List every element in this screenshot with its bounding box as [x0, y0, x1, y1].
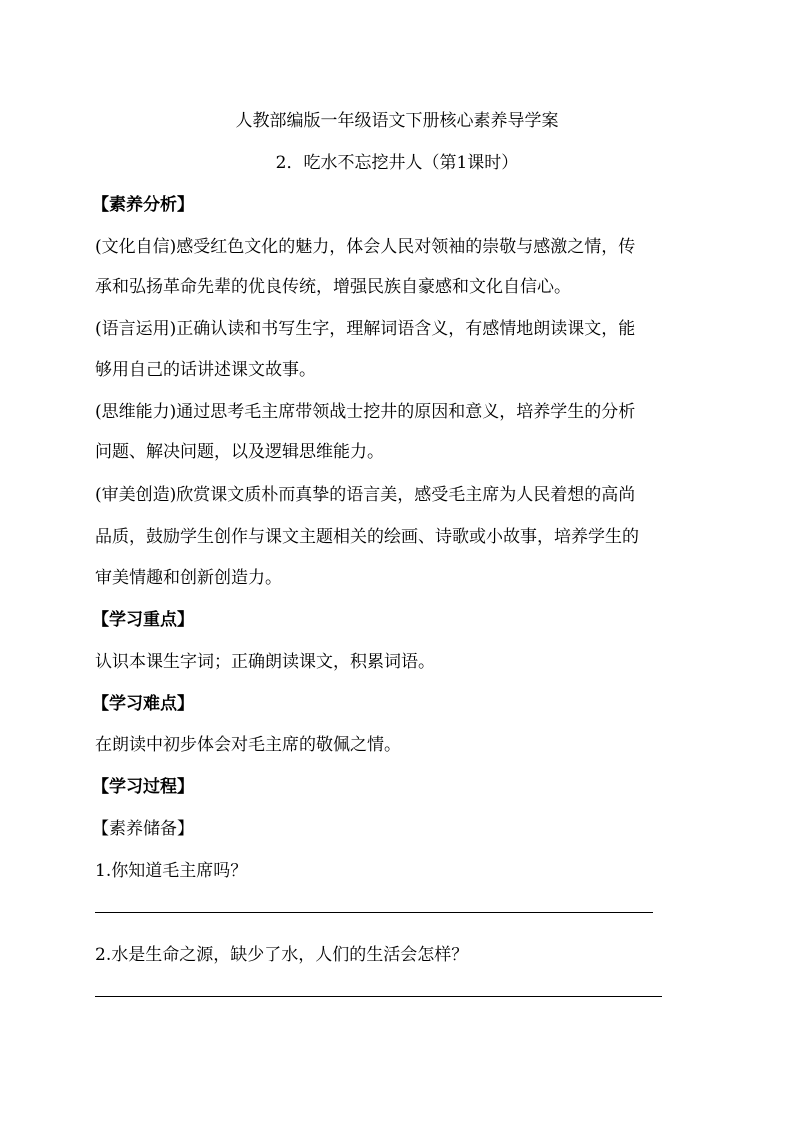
- answer-line-1[interactable]: [95, 912, 653, 913]
- analysis-line: (思维能力)通过思考毛主席带领战士挖井的原因和意义，培养学生的分析: [95, 402, 636, 422]
- difficulty-text: 在朗读中初步体会对毛主席的敬佩之情。: [95, 735, 401, 755]
- analysis-line: 问题、解决问题，以及逻辑思维能力。: [95, 442, 384, 462]
- difficulty-heading: 【学习难点】: [92, 694, 194, 714]
- answer-line-2[interactable]: [95, 996, 662, 997]
- question-2: 2.水是生命之源，缺少了水，人们的生活会怎样？: [95, 945, 469, 965]
- analysis-line: 承和弘扬革命先辈的优良传统，增强民族自豪感和文化自信心。: [95, 277, 571, 297]
- analysis-line: 品质，鼓励学生创作与课文主题相关的绘画、诗歌或小故事，培养学生的: [95, 527, 639, 547]
- lesson-subtitle: 2．吃水不忘挖井人（第1课时）: [275, 153, 519, 173]
- analysis-line: (语言运用)正确认读和书写生字，理解词语含义，有感情地朗读课文，能: [95, 319, 636, 339]
- document-title: 人教部编版一年级语文下册核心素养导学案: [235, 111, 559, 131]
- analysis-line: (文化自信)感受红色文化的魅力，体会人民对领袖的崇敬与感激之情，传: [95, 237, 636, 257]
- preparation-heading: 【素养储备】: [92, 819, 194, 839]
- process-heading: 【学习过程】: [92, 777, 194, 797]
- analysis-heading: 【素养分析】: [92, 195, 194, 215]
- question-1: 1.你知道毛主席吗？: [95, 861, 248, 881]
- analysis-line: 审美情趣和创新创造力。: [95, 568, 282, 588]
- analysis-line: (审美创造)欣赏课文质朴而真挚的语言美，感受毛主席为人民着想的高尚: [95, 485, 636, 505]
- key-points-text: 认识本课生字词；正确朗读课文，积累词语。: [95, 652, 435, 672]
- analysis-line: 够用自己的话讲述课文故事。: [95, 360, 316, 380]
- key-points-heading: 【学习重点】: [92, 610, 194, 630]
